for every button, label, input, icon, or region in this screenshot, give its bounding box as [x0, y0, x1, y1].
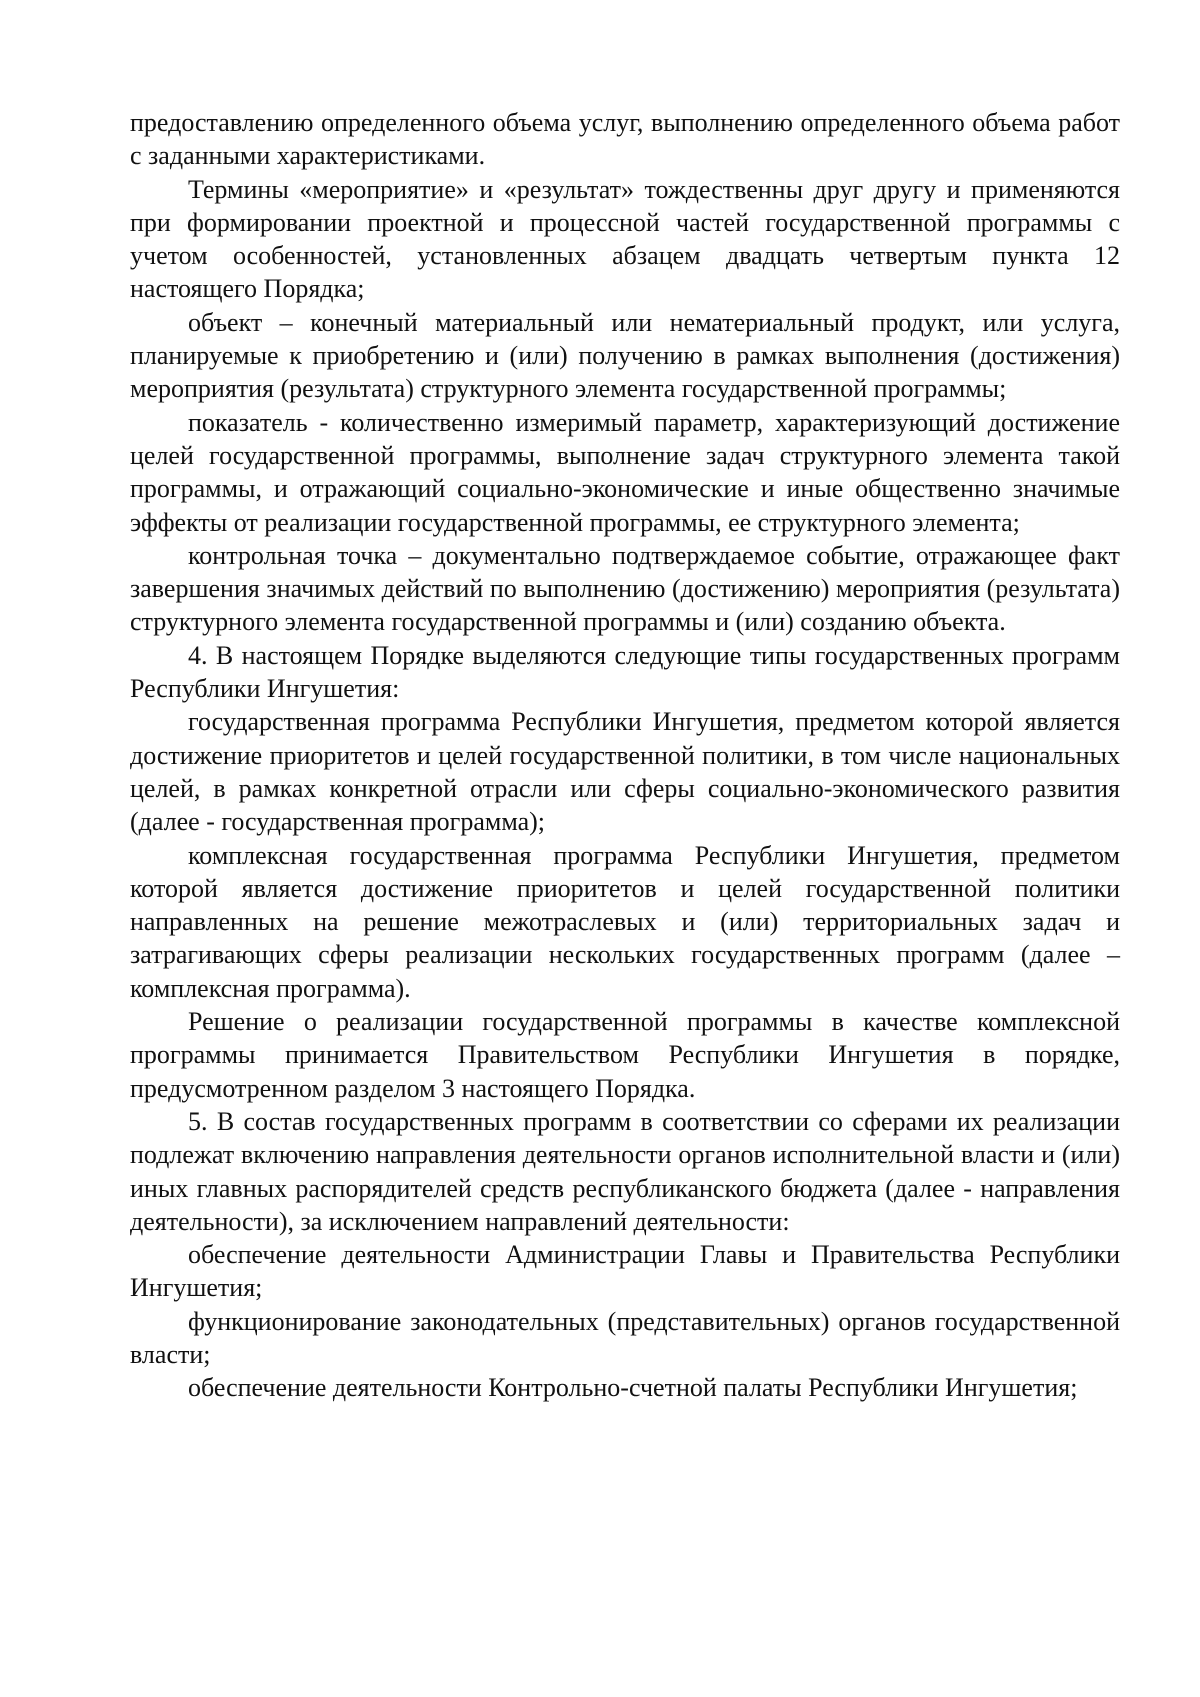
paragraph-terms-definition: Термины «мероприятие» и «результат» тождественны друг другу и применяются при формировании проектной и процессной частей государственной программы с учетом особенностей, установленных абзацем двадцать четвертым пункта 12 настоящего Порядка; [130, 174, 1120, 304]
paragraph-complex-program-type: комплексная государственная программа Республики Ингушетия, предметом которой является достижение приоритетов и целей государственной политики направленных на решение межотраслевых и (или) территориальных задач и затрагивающих сферы реализации нескольких государственных программ (далее – комплексная программа). [130, 840, 1120, 1003]
paragraph-object-definition: объект – конечный материальный или нематериальный продукт, или услуга, планируемые к приобретению и (или) получению в рамках выполнения (достижения) мероприятия (результата) структурного элемента государственной программы; [130, 307, 1120, 404]
paragraph-state-program-type: государственная программа Республики Ингушетия, предметом которой является достижение приоритетов и целей государственной политики, в том числе национальных целей, в рамках конкретной отрасли или сферы социально-экономического развития (далее - государственная программа); [130, 707, 1120, 837]
paragraph-continuation: предоставлению определенного объема услуг, выполнению определенного объема работ с заданными характеристиками. [130, 108, 1120, 171]
paragraph-complex-program-decision: Решение о реализации государственной программы в качестве комплексной программы принимается Правительством Республики Ингушетия в порядке, предусмотренном разделом 3 настоящего Порядка. [130, 1007, 1120, 1103]
paragraph-item-5: 5. В состав государственных программ в соответствии со сферами их реализации подлежат включению направления деятельности органов исполнительной власти и (или) иных главных распорядителей средств республиканского бюджета (далее - направления деятельности), за исключением направлений деятельности: [130, 1106, 1120, 1236]
paragraph-exception-audit-chamber: обеспечение деятельности Контрольно-счетной палаты Республики Ингушетия; [188, 1373, 1078, 1403]
paragraph-indicator-definition: показатель - количественно измеримый параметр, характеризующий достижение целей государственной программы, выполнение задач структурного элемента такой программы, и отражающий социально-экономические и иные общественно значимые эффекты от реализации государственной программы, ее структурного элемента; [130, 407, 1120, 537]
paragraph-item-4: 4. В настоящем Порядке выделяются следующие типы государственных программ Республики Ингушетия: [130, 640, 1120, 704]
paragraph-exception-legislative: функционирование законодательных (представительных) органов государственной власти; [130, 1306, 1120, 1369]
paragraph-exception-administration: обеспечение деятельности Администрации Главы и Правительства Республики Ингушетия; [130, 1240, 1120, 1303]
paragraph-checkpoint-definition: контрольная точка – документально подтверждаемое событие, отражающее факт завершения значимых действий по выполнению (достижению) мероприятия (результата) структурного элемента государственной программы и (или) созданию объекта. [130, 540, 1120, 637]
document-page [130, 106, 1120, 1405]
